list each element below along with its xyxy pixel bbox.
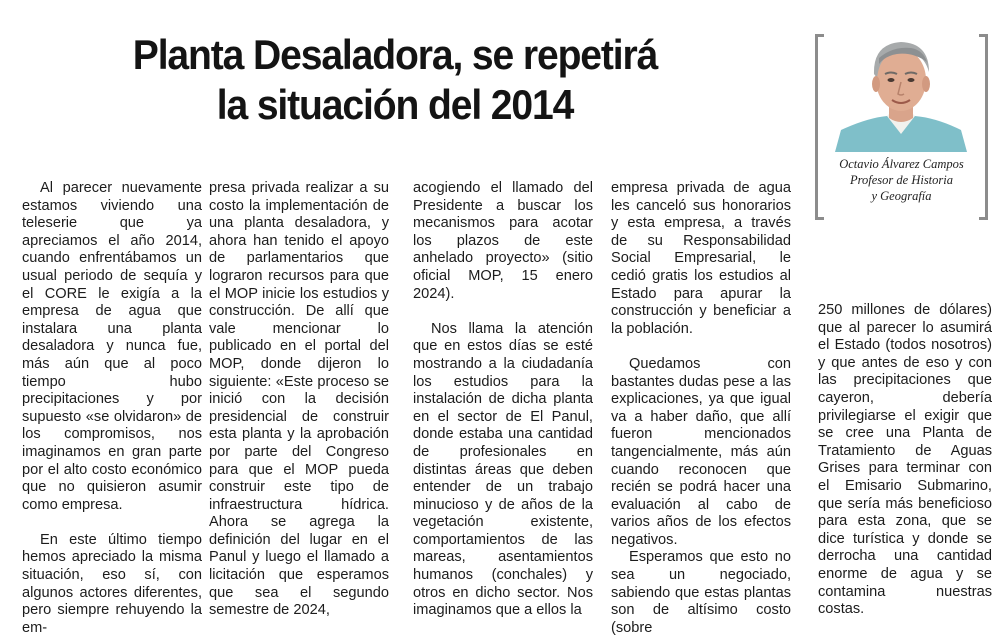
paragraph: Esperamos que esto no sea un negociado, sabiendo que estas plantas son de altísimo costo (sobre (611, 549, 791, 636)
paragraph: 250 millones de dólares) que al parecer lo asumirá el Estado (todos nosotros) y que antes de eso y con las precipitaciones que cayeron, debería privilegiarse el exigir que se cree una Planta de Tratamiento de Aguas Grises para terminar con el Emisario Submarino, que sería más beneficioso para esta zona, que se dice turística y donde se derrocha una cantidad enorme de agua y se contamina nuestras costas. (818, 302, 992, 618)
author-photo (827, 34, 975, 152)
author-caption (815, 156, 988, 204)
author-title-line-2: y Geografía (871, 189, 932, 203)
author-title-line-1: Profesor de Historia (849, 173, 953, 187)
article-column-5 (818, 302, 992, 619)
article-column-2 (209, 180, 389, 620)
paragraph: Al parecer nuevamente estamos viviendo una teleserie que ya apreciamos el año 2014, cuando enfrentábamos un usual periodo de sequía y el CORE le exigía a la empresa de agua que instalara una planta desaladora y nunca fue, más aún que al poco tiempo hubo precipitaciones y por supuesto «se olvidaron» de los compromisos, nos imaginamos en gran parte por el alto costo económico que no quisieron asumir como empresa. (22, 180, 202, 513)
headline (121, 30, 670, 130)
article-column-4 (611, 180, 791, 637)
paragraph: En este último tiempo hemos apreciado la misma situación, eso sí, con algunos actores diferentes, pero siempre rehuyendo la em- (22, 531, 202, 636)
headline-line-1: Planta Desaladora, se repetirá (132, 31, 658, 78)
author-name: Octavio Álvarez Campos (839, 157, 964, 171)
headline-line-2: la situación del 2014 (216, 81, 574, 128)
article-column-1 (22, 180, 202, 637)
author-box (815, 34, 988, 216)
paragraph: Nos llama la atención que en estos días se esté mostrando a la ciudadanía los estudios para la instalación de dicha planta en el sector de El Panul, donde estaba una cantidad de profesionales en distintas áreas que deben entender de un trabajo minucioso y de años de la vegetación existente, comportamientos de las mareas, asentamientos humanos (conchales) y otros en dicho sector. Nos imaginamos que a ellos la (413, 320, 593, 619)
paragraph: empresa privada de agua les canceló sus honorarios y esta empresa, a través de su Responsabilidad Social Empresarial, le cedió gratis los estudios al Estado para apurar la construcción y beneficiar a la población. (611, 180, 791, 337)
paragraph: presa privada realizar a su costo la implementación de una planta desaladora, y ahora han tenido el apoyo de parlamentarios que lograron recursos para que el MOP inicie los estudios y construcción. De allí que vale mencionar lo publicado en el portal del MOP, donde dijeron lo siguiente: «Este proceso se inició con la decisión presidencial de construir esta planta y la aprobación por parte del Congreso para que el MOP pueda construir este tipo de infraestructura hídrica. Ahora se agrega la definición del lugar en el Panul y luego el llamado a licitación que esperamos que sea el segundo semestre de 2024, (209, 180, 389, 619)
paragraph: Quedamos con bastantes dudas pese a las explicaciones, ya que igual va a haber daño, que allí fueron mencionados tangencialmente, más aún cuando reconocen que recién se podrá hacer una evaluación al cabo de varios años de los efectos negativos. (611, 355, 791, 548)
paragraph: acogiendo el llamado del Presidente a buscar los mecanismos para acotar los plazos de este anhelado proyecto» (sitio oficial MOP, 15 enero 2024). (413, 180, 593, 302)
article-column-3 (413, 180, 593, 620)
